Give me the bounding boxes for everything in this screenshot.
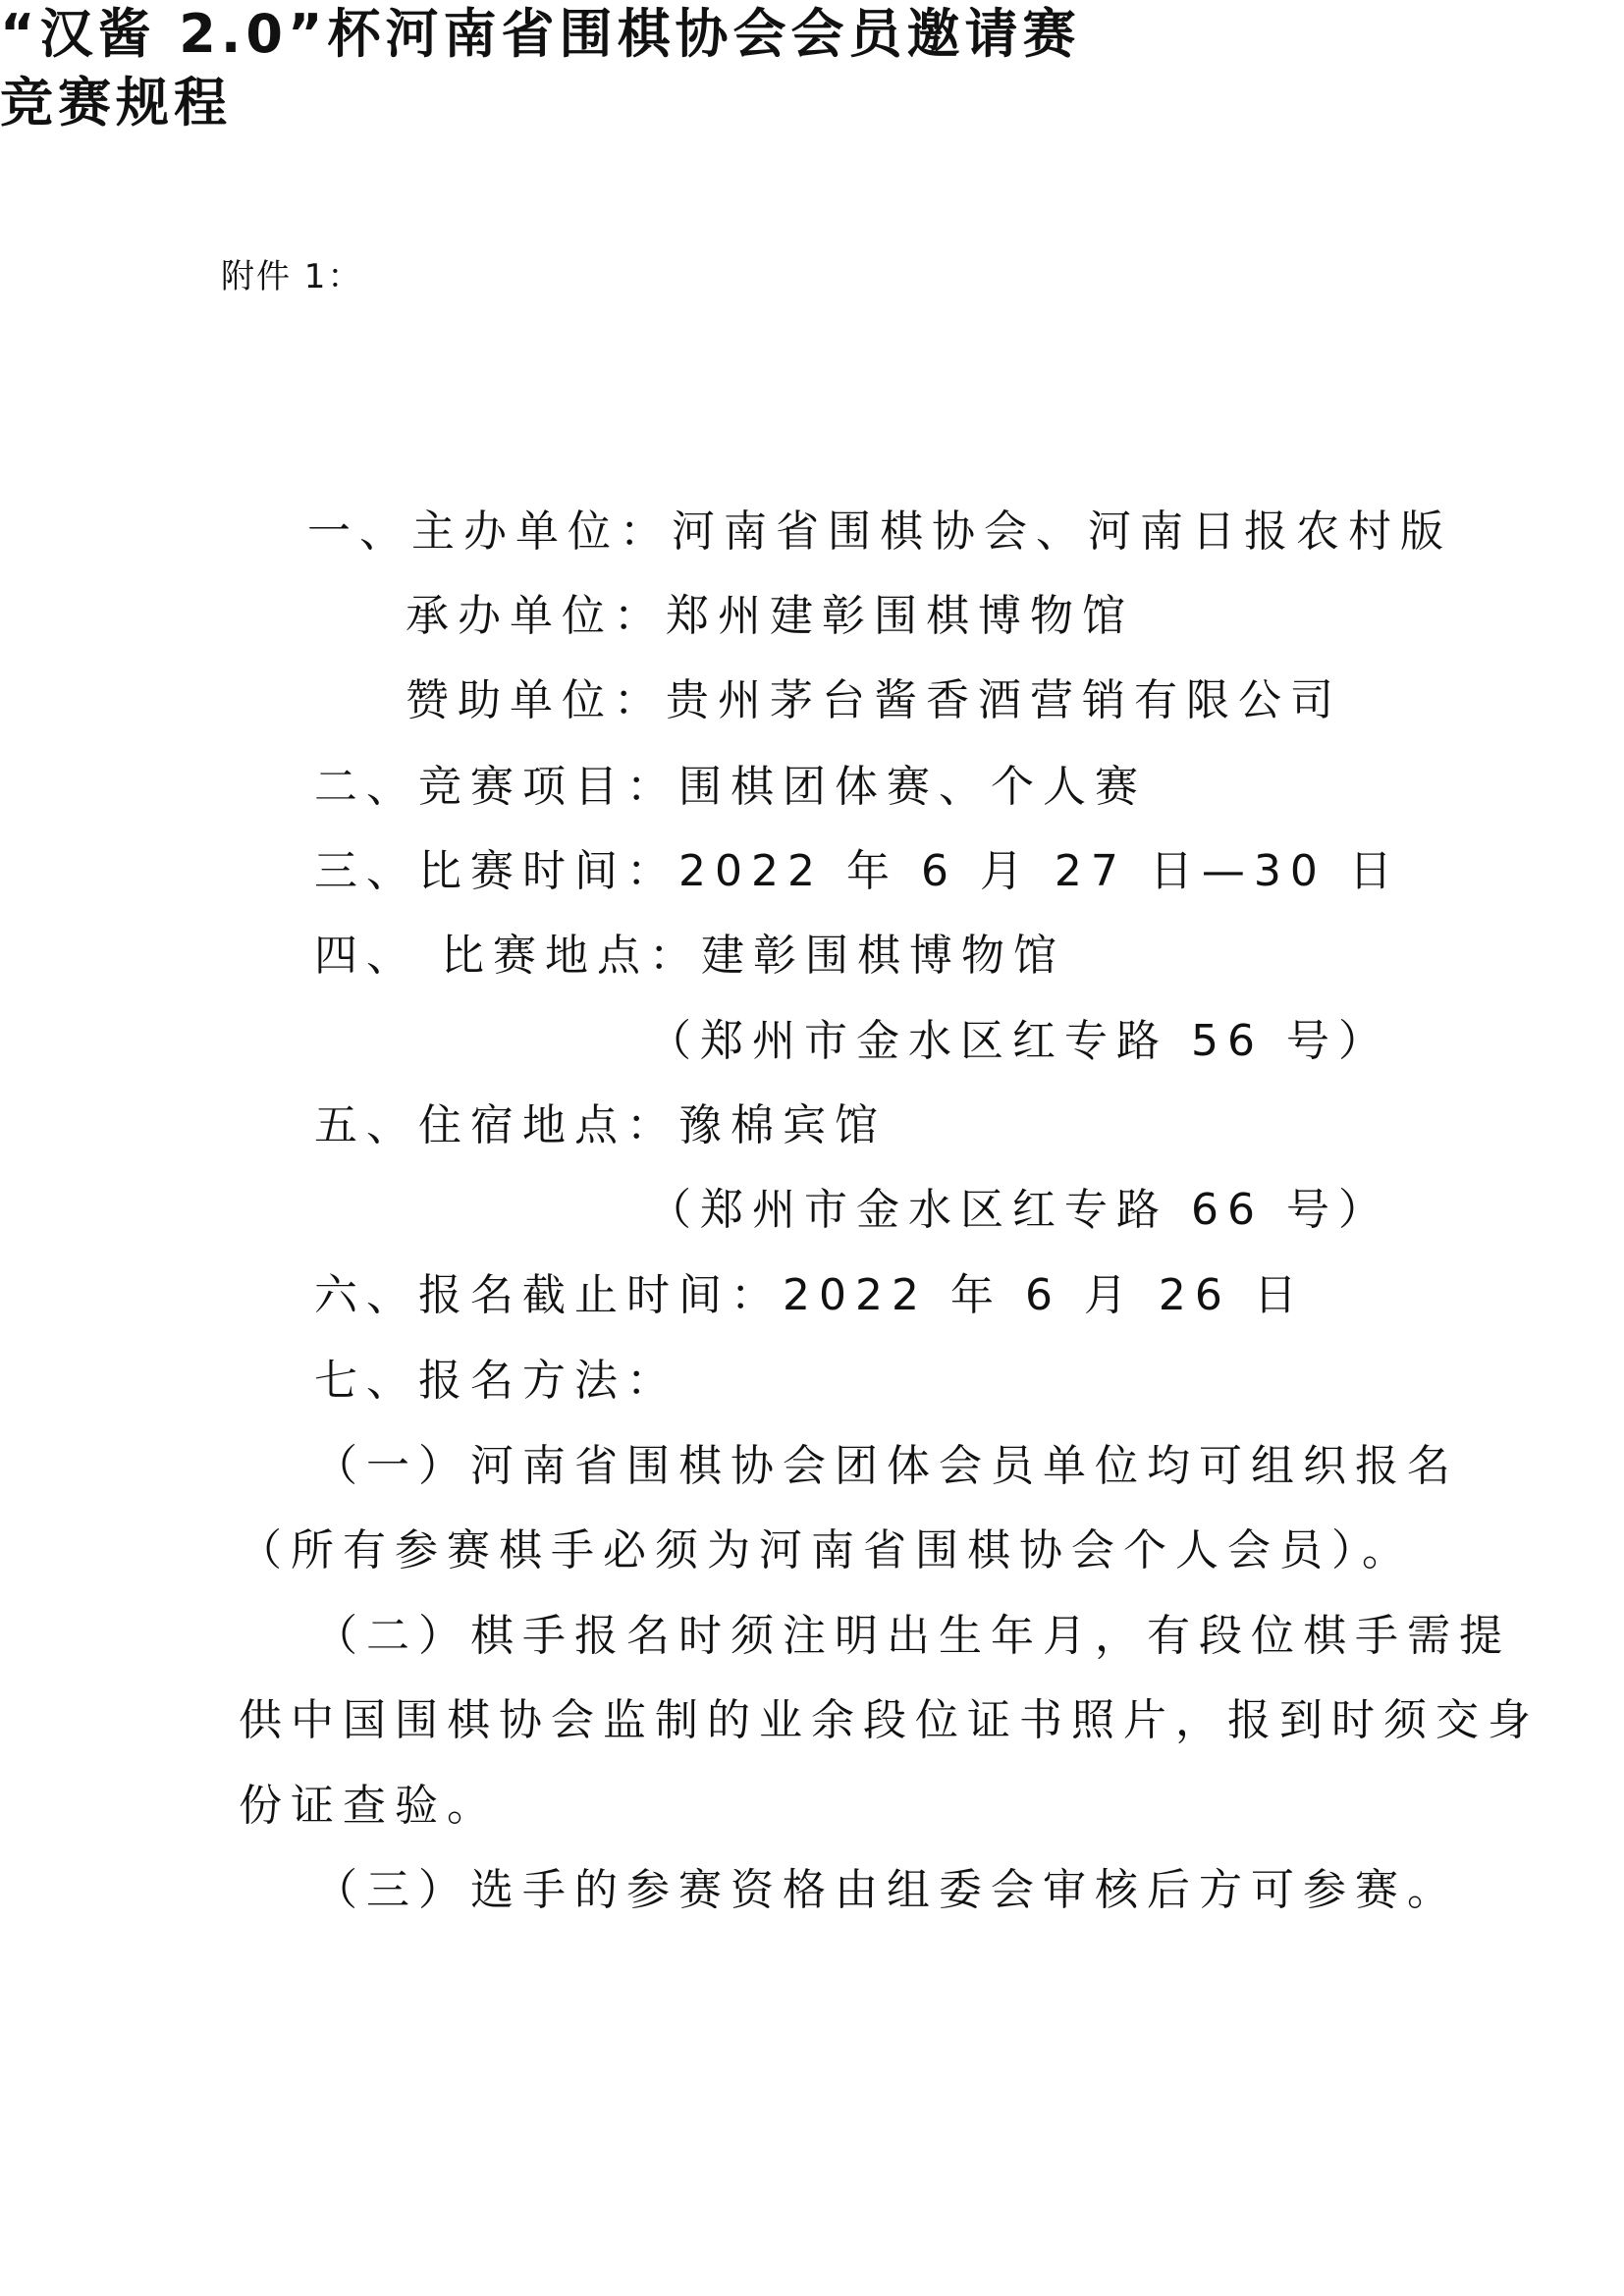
section-host: 承办单位：郑州建彰围棋博物馆: [406, 591, 1134, 641]
attachment-label: 附件 1：: [221, 257, 363, 296]
section-project: 二、竞赛项目：围棋团体赛、个人赛: [314, 762, 1147, 812]
section-venue: 四、 比赛地点：建彰围棋博物馆: [314, 931, 1065, 981]
venue-address: （郑州市金水区红专路 56 号）: [648, 1016, 1390, 1066]
method-1-line-2: （所有参赛棋手必须为河南省围棋协会个人会员）。: [239, 1525, 1414, 1575]
method-1-line-1: （一）河南省围棋协会团体会员单位均可组织报名: [314, 1441, 1459, 1491]
method-3: （三）选手的参赛资格由组委会审核后方可参赛。: [314, 1865, 1459, 1915]
section-hotel: 五、住宿地点：豫棉宾馆: [314, 1100, 887, 1150]
section-sponsor: 赞助单位：贵州茅台酱香酒营销有限公司: [406, 675, 1342, 725]
method-2-line-1: （二）棋手报名时须注明出生年月，有段位棋手需提: [314, 1611, 1511, 1661]
hotel-address: （郑州市金水区红专路 66 号）: [648, 1185, 1390, 1235]
method-2-line-2: 供中国围棋协会监制的业余段位证书照片，报到时须交身: [239, 1695, 1540, 1745]
section-deadline: 六、报名截止时间：2022 年 6 月 26 日: [314, 1270, 1306, 1320]
method-2-line-3: 份证查验。: [239, 1781, 499, 1831]
section-time: 三、比赛时间：2022 年 6 月 27 日—30 日: [314, 846, 1401, 896]
document-subtitle: 竞赛规程: [0, 72, 232, 133]
section-organizer: 一、主办单位：河南省围棋协会、河南日报农村版: [307, 507, 1452, 557]
document-title: “汉酱 2.0”杯河南省围棋协会会员邀请赛: [0, 3, 1081, 65]
section-method-heading: 七、报名方法：: [314, 1356, 678, 1406]
